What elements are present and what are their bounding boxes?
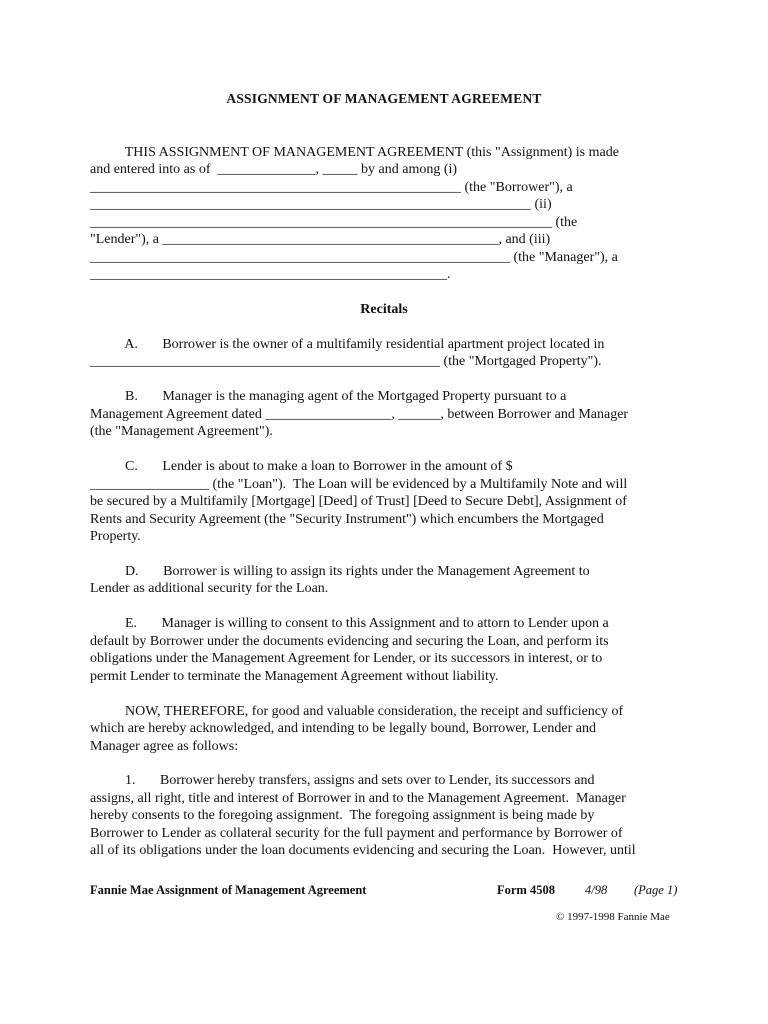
- intro-line: ____________________________________________________________ (the "Manager"), a: [90, 250, 618, 265]
- recital-e-line: E. Manager is willing to consent to this Assignment and to attorn to Lender upon a: [90, 616, 609, 631]
- recital-b-line: B. Manager is the managing agent of the Mortgaged Property pursuant to a: [90, 389, 567, 404]
- section-1-line: Borrower to Lender as collateral security for the full payment and performance by Borrower of: [90, 826, 623, 841]
- recital-d-line: D. Borrower is willing to assign its rights under the Management Agreement to: [90, 564, 590, 579]
- recital-b-line: (the "Management Agreement").: [90, 424, 273, 439]
- recital-a-line: __________________________________________________ (the "Mortgaged Property").: [90, 354, 602, 369]
- footer-date: 4/98: [585, 883, 608, 897]
- recitals-heading: Recitals: [360, 302, 408, 317]
- recital-c-line: be secured by a Multifamily [Mortgage] [Deed] of Trust] [Deed to Secure Debt], Assignment of: [90, 494, 627, 509]
- now-therefore-line: Manager agree as follows:: [90, 739, 239, 754]
- document-title: ASSIGNMENT OF MANAGEMENT AGREEMENT: [226, 91, 542, 106]
- recital-c-line: Rents and Security Agreement (the "Security Instrument") which encumbers the Mortgaged: [90, 512, 604, 527]
- section-1-line: hereby consents to the foregoing assignment. The foregoing assignment is being made by: [90, 808, 595, 823]
- intro-line: THIS ASSIGNMENT OF MANAGEMENT AGREEMENT (this "Assignment) is made: [90, 145, 619, 160]
- copyright-notice: © 1997-1998 Fannie Mae: [556, 911, 670, 923]
- footer-page-number: (Page 1): [634, 883, 678, 897]
- recital-a-line: A. Borrower is the owner of a multifamily residential apartment project located in: [90, 337, 605, 352]
- intro-line: ___________________________________________________.: [90, 267, 451, 282]
- recital-e-line: default by Borrower under the documents evidencing and securing the Loan, and perform its: [90, 634, 609, 649]
- footer-title: Fannie Mae Assignment of Management Agreement: [90, 883, 367, 897]
- section-1-line: 1. Borrower hereby transfers, assigns and sets over to Lender, its successors and: [90, 773, 595, 788]
- footer-form-number: Form 4508: [497, 883, 555, 897]
- recital-d-line: Lender as additional security for the Loan.: [90, 581, 329, 596]
- recital-e-line: obligations under the Management Agreement for Lender, or its successors in interest, or to: [90, 651, 603, 666]
- recital-e-line: permit Lender to terminate the Management Agreement without liability.: [90, 669, 499, 684]
- recital-c-line: _________________ (the "Loan"). The Loan will be evidenced by a Multifamily Note and will: [90, 477, 628, 492]
- intro-line: _______________________________________________________________ (ii): [90, 197, 552, 212]
- intro-line: and entered into as of ______________, _____ by and among (i): [90, 162, 458, 177]
- section-1-line: assigns, all right, title and interest of Borrower in and to the Management Agreement. Manager: [90, 791, 626, 806]
- intro-line: "Lender"), a ________________________________________________, and (iii): [90, 232, 551, 247]
- now-therefore-line: NOW, THEREFORE, for good and valuable consideration, the receipt and sufficiency of: [90, 704, 624, 719]
- recital-b-line: Management Agreement dated __________________, ______, between Borrower and Manager: [90, 407, 629, 422]
- now-therefore-line: which are hereby acknowledged, and intending to be legally bound, Borrower, Lender and: [90, 721, 596, 736]
- section-1-line: all of its obligations under the loan documents evidencing and securing the Loan. However, until: [90, 843, 636, 858]
- recital-c-line: Property.: [90, 529, 141, 544]
- intro-line: __________________________________________________________________ (the: [90, 215, 578, 230]
- intro-line: _____________________________________________________ (the "Borrower"), a: [90, 180, 573, 195]
- recital-c-line: C. Lender is about to make a loan to Borrower in the amount of $: [90, 459, 513, 474]
